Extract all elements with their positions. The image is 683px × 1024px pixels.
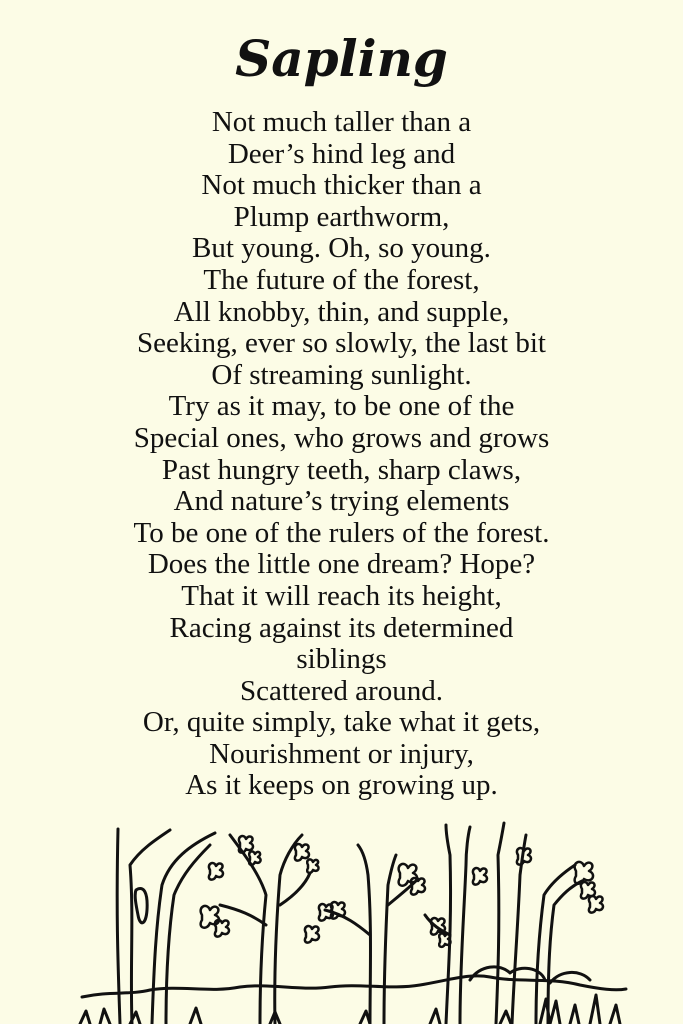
tree-hollow [135, 889, 147, 923]
poem-line: As it keeps on growing up. [185, 769, 498, 802]
poem-line: Plump earthworm, [233, 200, 450, 233]
grass-tufts [80, 995, 620, 1024]
poem-line: Not much thicker than a [201, 169, 482, 202]
poem-line: All knobby, thin, and supple, [173, 295, 510, 328]
poem-line: Racing against its determined [169, 611, 514, 644]
poem-line: Try as it may, to be one of the [168, 390, 515, 423]
tree-trunk [460, 827, 470, 1024]
poem-line: Past hungry teeth, sharp claws, [161, 453, 522, 486]
poem-line: The future of the forest, [203, 263, 480, 296]
tree-trunk [230, 835, 266, 1024]
poem-body [0, 107, 683, 802]
poem-line: Deer’s hind leg and [227, 137, 456, 170]
poem-line: To be one of the rulers of the forest. [133, 516, 550, 549]
poem-line: Or, quite simply, take what it gets, [142, 706, 541, 739]
poem-line: Seeking, ever so slowly, the last bit [137, 327, 546, 360]
forest-illustration [70, 815, 630, 1024]
poem-line: Special ones, who grows and grows [133, 421, 550, 454]
tree-trunk [384, 855, 396, 1024]
poem-line: siblings [296, 643, 387, 676]
tree-trunk [166, 845, 210, 1024]
poem-line: But young. Oh, so young. [192, 232, 491, 265]
tree-trunk [275, 835, 302, 1024]
poem-title: Sapling [235, 29, 448, 88]
poem-line: That it will reach its height, [181, 579, 502, 612]
tree-branch [280, 873, 310, 905]
poem-line: And nature’s trying elements [173, 485, 510, 518]
poem-line: Scattered around. [240, 674, 443, 707]
poem-line: Nourishment or injury, [209, 737, 474, 770]
tree-trunk [446, 825, 451, 1024]
tree-trunk [548, 881, 582, 1024]
poem-line: Does the little one dream? Hope? [147, 548, 536, 581]
tree-trunk [496, 823, 504, 1024]
forest-drawing [70, 815, 630, 1024]
tree-trunk [117, 829, 170, 1024]
leaf-clusters [201, 836, 603, 947]
poem-line: Of streaming sunlight. [211, 358, 472, 391]
poem-line: Not much taller than a [211, 106, 472, 138]
